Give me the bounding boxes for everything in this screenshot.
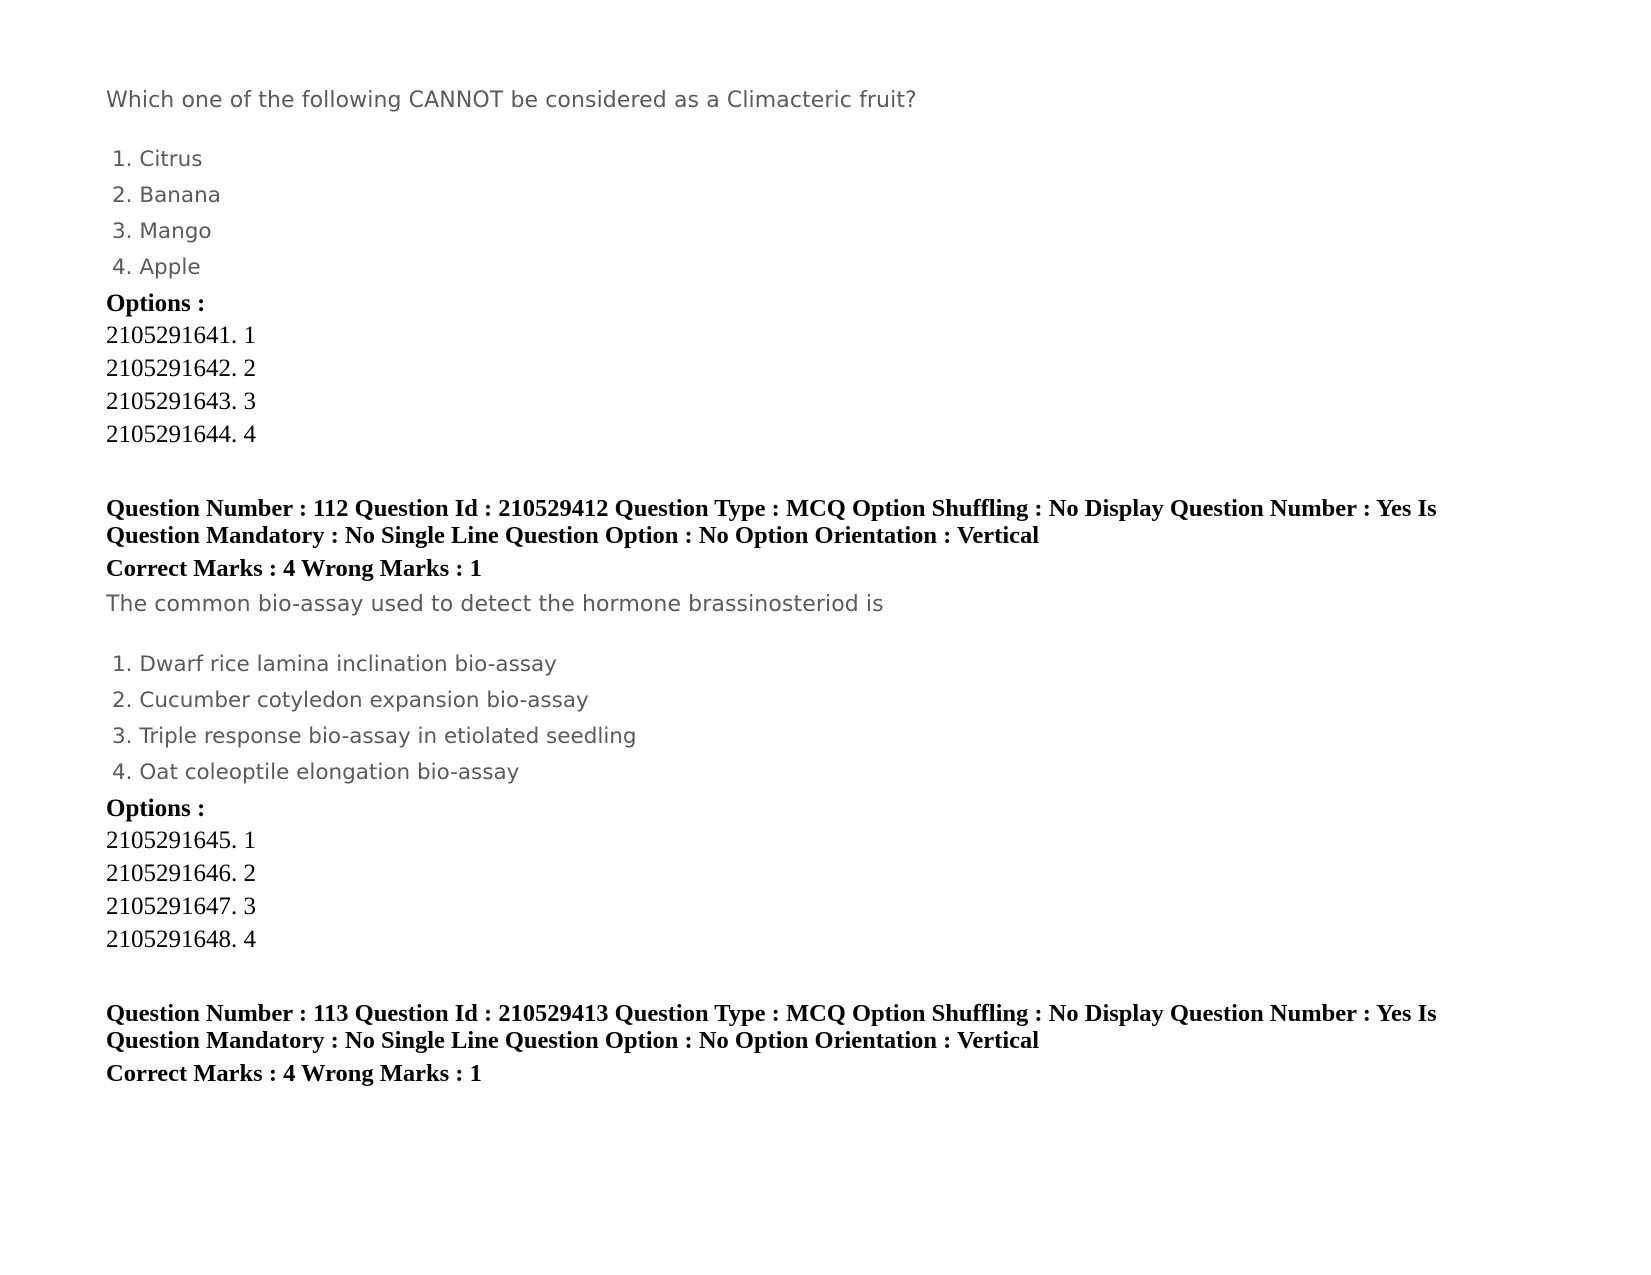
choice-item: 2. Banana bbox=[112, 183, 221, 208]
question-meta-line: Question Mandatory : No Single Line Question Option : No Option Orientation : Vertical bbox=[106, 1027, 1040, 1054]
options-heading: Options : bbox=[106, 290, 206, 317]
option-item: 2105291641. 1 bbox=[106, 322, 256, 349]
option-item: 2105291647. 3 bbox=[106, 893, 256, 920]
question-meta-line: Question Number : 113 Question Id : 210529413 Question Type : MCQ Option Shuffling : No Display Question Number : Yes Is bbox=[106, 1000, 1437, 1027]
question-meta-line: Question Number : 112 Question Id : 210529412 Question Type : MCQ Option Shuffling : No Display Question Number : Yes Is bbox=[106, 495, 1437, 522]
option-item: 2105291646. 2 bbox=[106, 860, 256, 887]
question-text: The common bio-assay used to detect the hormone brassinosteriod is bbox=[106, 592, 884, 617]
choice-item: 2. Cucumber cotyledon expansion bio-assay bbox=[112, 688, 589, 713]
choice-item: 1. Citrus bbox=[112, 147, 203, 172]
option-item: 2105291648. 4 bbox=[106, 926, 256, 953]
choice-item: 4. Apple bbox=[112, 255, 201, 280]
choice-item: 1. Dwarf rice lamina inclination bio-assay bbox=[112, 652, 557, 677]
choice-item: 4. Oat coleoptile elongation bio-assay bbox=[112, 760, 520, 785]
option-item: 2105291644. 4 bbox=[106, 421, 256, 448]
option-item: 2105291643. 3 bbox=[106, 388, 256, 415]
question-meta-line: Question Mandatory : No Single Line Question Option : No Option Orientation : Vertical bbox=[106, 522, 1040, 549]
option-item: 2105291642. 2 bbox=[106, 355, 256, 382]
choice-item: 3. Mango bbox=[112, 219, 212, 244]
question-text: Which one of the following CANNOT be considered as a Climacteric fruit? bbox=[106, 88, 917, 113]
options-heading: Options : bbox=[106, 795, 206, 822]
choice-item: 3. Triple response bio-assay in etiolated seedling bbox=[112, 724, 637, 749]
marks-line: Correct Marks : 4 Wrong Marks : 1 bbox=[106, 1060, 482, 1087]
marks-line: Correct Marks : 4 Wrong Marks : 1 bbox=[106, 555, 482, 582]
option-item: 2105291645. 1 bbox=[106, 827, 256, 854]
